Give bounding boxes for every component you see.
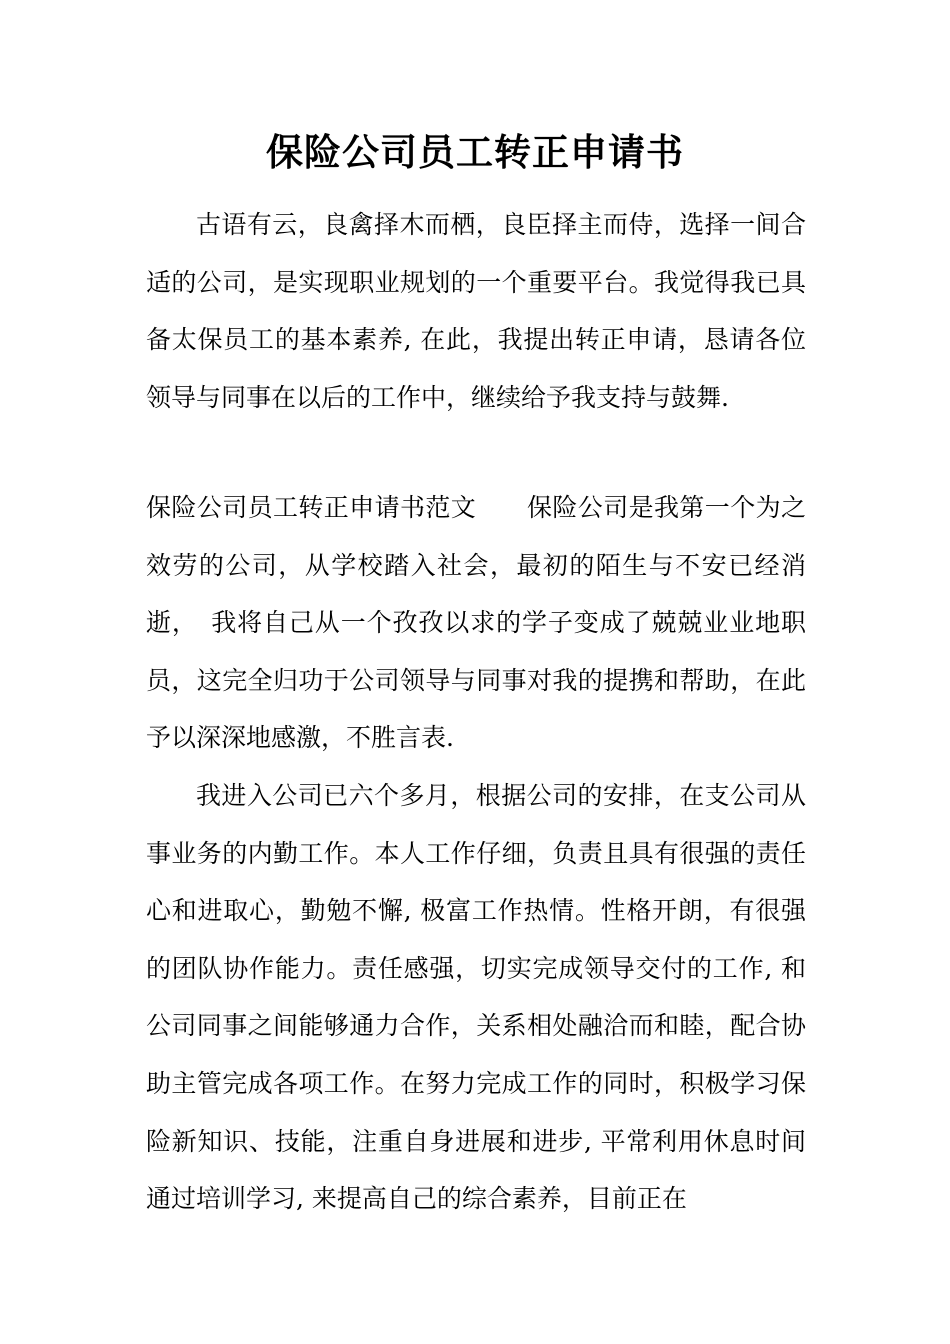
- paragraph-intro: 古语有云，良禽择木而栖，良臣择主而侍，选择一间合适的公司，是实现职业规划的一个重要平台。我觉得我已具备太保员工的基本素养, 在此，我提出转正申请，恳请各位领导与同事在以后的工作中，继续给予我支持与鼓舞.: [146, 210, 806, 412]
- paragraph-work-summary: 我进入公司已六个多月，根据公司的安排，在支公司从事业务的内勤工作。本人工作仔细，负责且具有很强的责任心和进取心，勤勉不懈, 极富工作热情。性格开朗，有很强的团队协作能力。责任感强，切实完成领导交付的工作, 和公司同事之间能够通力合作，关系相处融洽而和睦，配合协助主管完成各项工作。在努力完成工作的同时，积极学习保险新知识、技能，注重自身进展和进步, 平常利用休息时间通过培训学习, 来提高自己的综合素养，目前正在: [146, 781, 806, 1214]
- paragraph-sample-heading: 保险公司员工转正申请书范文 保险公司是我第一个为之效劳的公司，从学校踏入社会，最初的陌生与不安已经消逝， 我将自己从一个孜孜以求的学子变成了兢兢业业地职员，这完全归功于公司领导与同事对我的提携和帮助，在此予以深深地感激，不胜言表.: [146, 493, 806, 753]
- document-title: 保险公司员工转正申请书: [266, 130, 684, 174]
